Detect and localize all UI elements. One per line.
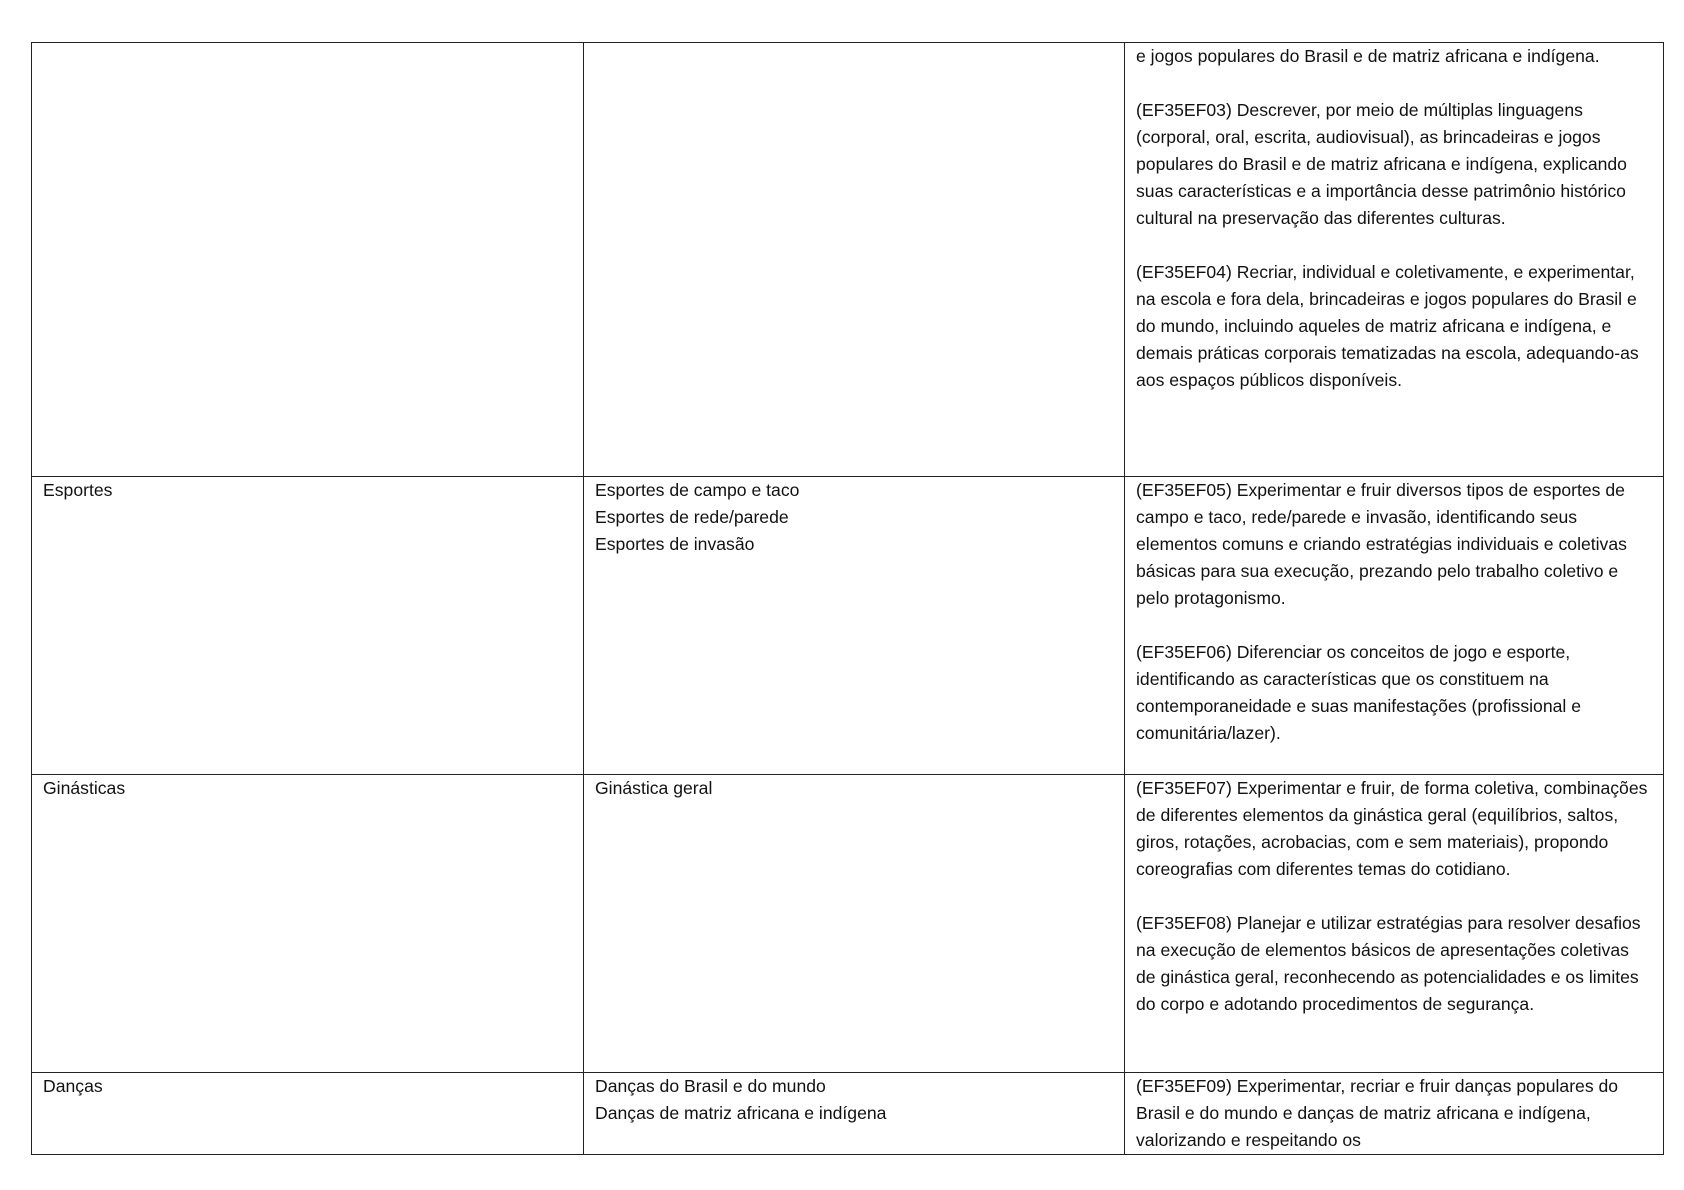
objeto-conhecimento-item: Ginástica geral xyxy=(595,778,713,798)
habilidade-paragraph: (EF35EF05) Experimentar e fruir diversos tipos de esportes de campo e taco, rede/parede e invasão, identificando seus elementos comuns e criando estratégias individuais e coletivas básicas para sua execução, prezando pelo trabalho coletivo e pelo protagonismo. xyxy=(1136,480,1627,608)
objeto-conhecimento-item: Danças de matriz africana e indígena xyxy=(595,1103,887,1123)
habilidade-paragraph: (EF35EF07) Experimentar e fruir, de forma coletiva, combinações de diferentes elementos da ginástica geral (equilíbrios, saltos, giros, rotações, acrobacias, com e sem materiais), propondo coreografias com diferentes temas do cotidiano. xyxy=(1136,778,1648,879)
habilidades-cell xyxy=(1125,775,1664,1073)
habilidade-paragraph: (EF35EF09) Experimentar, recriar e fruir danças populares do Brasil e do mundo e danças de matriz africana e indígena, valorizando e respeitando os xyxy=(1136,1076,1619,1150)
habilidade-paragraph: (EF35EF03) Descrever, por meio de múltiplas linguagens (corporal, oral, escrita, audiovisual), as brincadeiras e jogos populares do Brasil e de matriz africana e indígena, explicando suas características e a importância desse patrimônio histórico cultural na preservação das diferentes culturas. xyxy=(1136,100,1627,228)
table-row xyxy=(32,775,1664,1073)
unidade-tematica-cell xyxy=(32,775,584,1073)
habilidade-paragraph: e jogos populares do Brasil e de matriz africana e indígena. xyxy=(1136,46,1600,66)
objetos-conhecimento-cell xyxy=(584,1073,1125,1155)
unidade-tematica-label: Esportes xyxy=(43,480,113,500)
objeto-conhecimento-item: Esportes de invasão xyxy=(595,534,755,554)
unidade-tematica-cell xyxy=(32,477,584,775)
habilidades-cell xyxy=(1125,43,1664,477)
table-row xyxy=(32,1073,1664,1155)
table-row xyxy=(32,43,1664,477)
objetos-conhecimento-cell xyxy=(584,43,1125,477)
unidade-tematica-label: Ginásticas xyxy=(43,778,126,798)
habilidade-paragraph: (EF35EF08) Planejar e utilizar estratégias para resolver desafios na execução de elementos básicos de apresentações coletivas de ginástica geral, reconhecendo as potencialidades e os limites do corpo e adotando procedimentos de segurança. xyxy=(1136,913,1641,1014)
unidade-tematica-cell xyxy=(32,43,584,477)
objeto-conhecimento-item: Esportes de campo e taco xyxy=(595,480,800,500)
habilidades-cell xyxy=(1125,477,1664,775)
habilidade-paragraph: (EF35EF06) Diferenciar os conceitos de jogo e esporte, identificando as características que os constituem na contemporaneidade e suas manifestações (profissional e comunitária/lazer). xyxy=(1136,642,1581,743)
unidade-tematica-label: Danças xyxy=(43,1076,103,1096)
habilidades-cell xyxy=(1125,1073,1664,1155)
objetos-conhecimento-cell xyxy=(584,775,1125,1073)
table-row xyxy=(32,477,1664,775)
unidade-tematica-cell xyxy=(32,1073,584,1155)
objetos-conhecimento-cell xyxy=(584,477,1125,775)
objeto-conhecimento-item: Esportes de rede/parede xyxy=(595,507,789,527)
habilidade-paragraph: (EF35EF04) Recriar, individual e coletivamente, e experimentar, na escola e fora dela, brincadeiras e jogos populares do Brasil e do mundo, incluindo aqueles de matriz africana e indígena, e demais práticas corporais tematizadas na escola, adequando-as aos espaços públicos disponíveis. xyxy=(1136,262,1639,390)
objeto-conhecimento-item: Danças do Brasil e do mundo xyxy=(595,1076,826,1096)
curriculum-table xyxy=(31,42,1664,1155)
